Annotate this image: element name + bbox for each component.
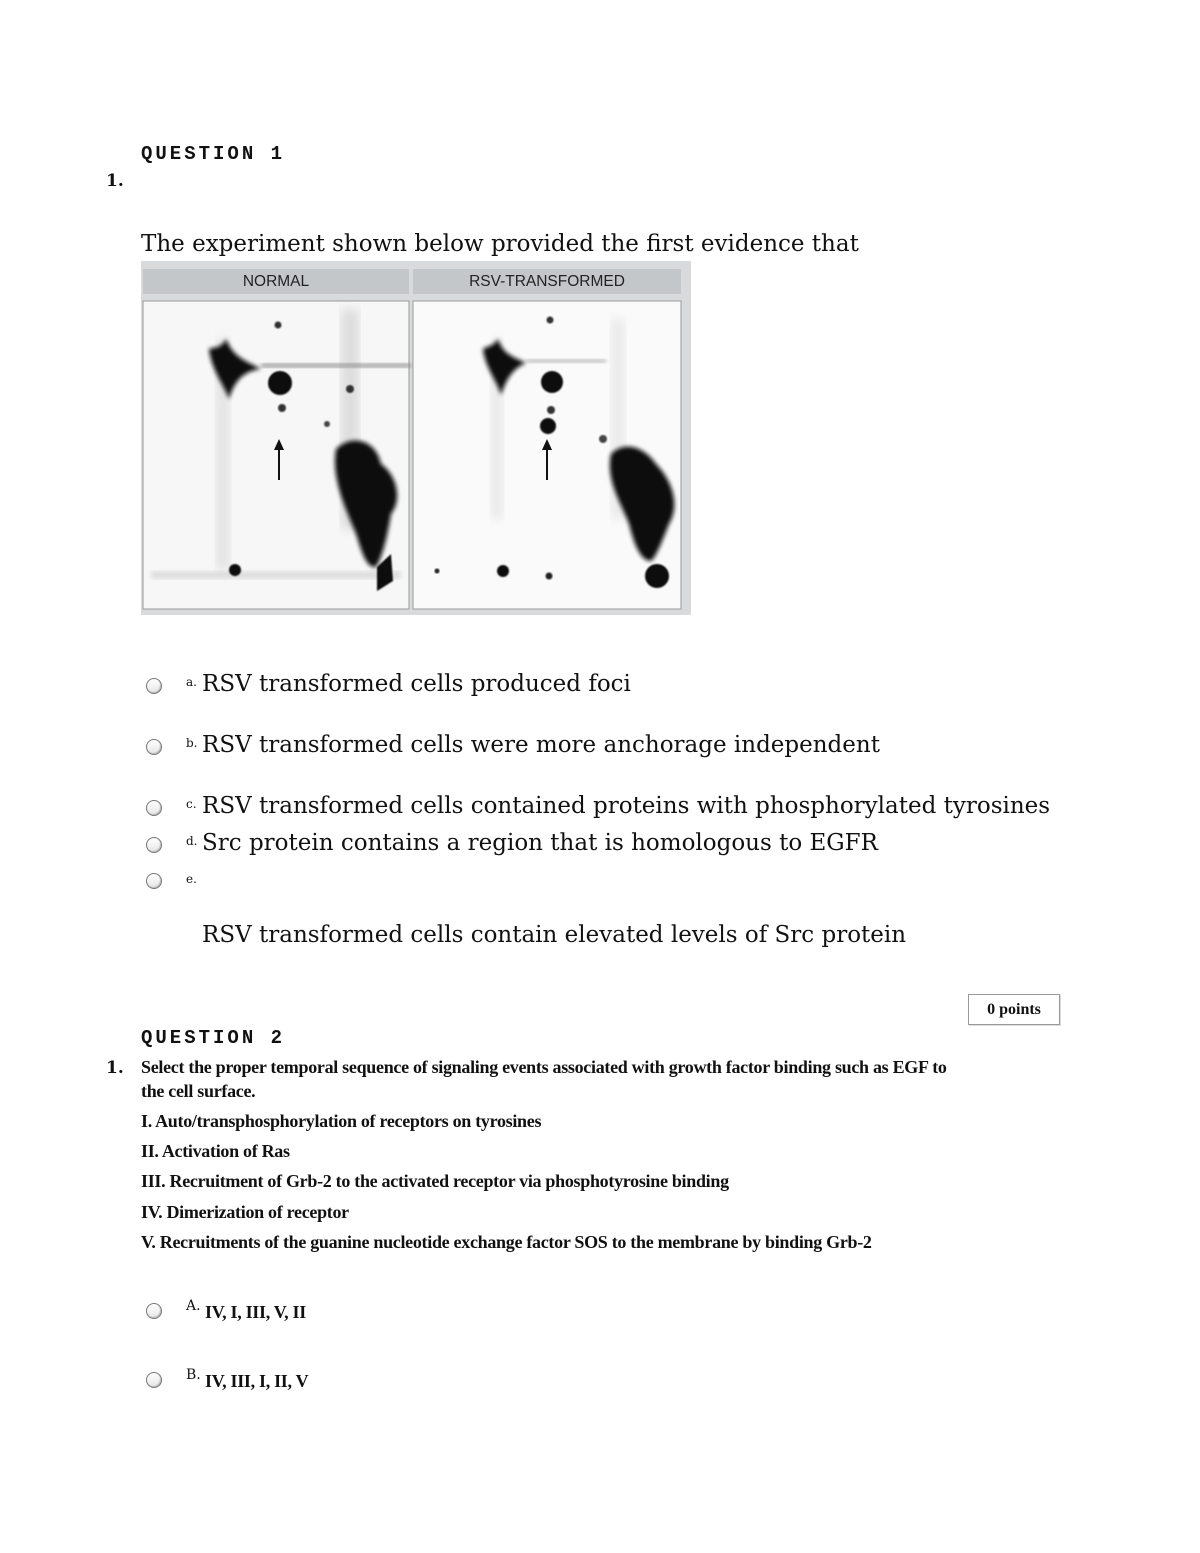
option-e-radio[interactable]	[146, 873, 162, 889]
event-item: I. Auto/transphosphorylation of receptors on tyrosines	[141, 1111, 542, 1131]
panel-label-normal: NORMAL	[143, 269, 409, 294]
option-B-letter: B.	[186, 1367, 201, 1383]
option-c-letter: c.	[186, 797, 197, 811]
option-b-text[interactable]: RSV transformed cells were more anchorage independent	[202, 732, 880, 758]
option-a-text[interactable]: RSV transformed cells produced foci	[202, 671, 631, 697]
question-2-prompt-line-2: the cell surface.	[141, 1081, 256, 1101]
option-d-radio[interactable]	[146, 837, 162, 853]
option-e-text[interactable]: RSV transformed cells contain elevated levels of Src protein	[202, 922, 907, 948]
question-2-prompt-line-1: Select the proper temporal sequence of signaling events associated with growth factor binding such as EGF to	[141, 1057, 947, 1077]
event-item: II. Activation of Ras	[141, 1141, 290, 1161]
question-1-prompt: The experiment shown below provided the first evidence that	[141, 231, 859, 257]
gel-panels	[141, 299, 691, 615]
panel-label-rsv-transformed: RSV-TRANSFORMED	[413, 269, 681, 294]
option-e-letter: e.	[186, 872, 197, 886]
question-2-number: 1.	[106, 1058, 124, 1078]
option-c-text[interactable]: RSV transformed cells contained proteins with phosphorylated tyrosines	[202, 793, 1051, 819]
option-A-text[interactable]: IV, I, III, V, II	[205, 1302, 306, 1322]
option-d-text[interactable]: Src protein contains a region that is homologous to EGFR	[202, 830, 878, 856]
gel-panel-rsv-transformed	[413, 301, 681, 609]
option-B-text[interactable]: IV, III, I, II, V	[205, 1371, 309, 1391]
option-b-radio[interactable]	[146, 739, 162, 755]
points-badge: 0 points	[968, 994, 1060, 1025]
option-A-radio[interactable]	[146, 1303, 162, 1319]
event-item: III. Recruitment of Grb-2 to the activated receptor via phosphotyrosine binding	[141, 1171, 729, 1191]
experiment-figure	[141, 261, 691, 615]
gel-panel-normal	[143, 301, 411, 609]
option-c-radio[interactable]	[146, 800, 162, 816]
option-A-letter: A.	[186, 1298, 201, 1314]
option-d-letter: d.	[186, 834, 198, 848]
question-1-heading: QUESTION 1	[141, 143, 286, 165]
question-1-number: 1.	[106, 171, 124, 191]
option-b-letter: b.	[186, 736, 198, 750]
event-item: V. Recruitments of the guanine nucleotide exchange factor SOS to the membrane by binding Grb-2	[141, 1232, 872, 1252]
question-2-heading: QUESTION 2	[141, 1027, 286, 1049]
option-B-radio[interactable]	[146, 1372, 162, 1388]
event-item: IV. Dimerization of receptor	[141, 1202, 349, 1222]
option-a-letter: a.	[186, 675, 197, 689]
option-a-radio[interactable]	[146, 678, 162, 694]
